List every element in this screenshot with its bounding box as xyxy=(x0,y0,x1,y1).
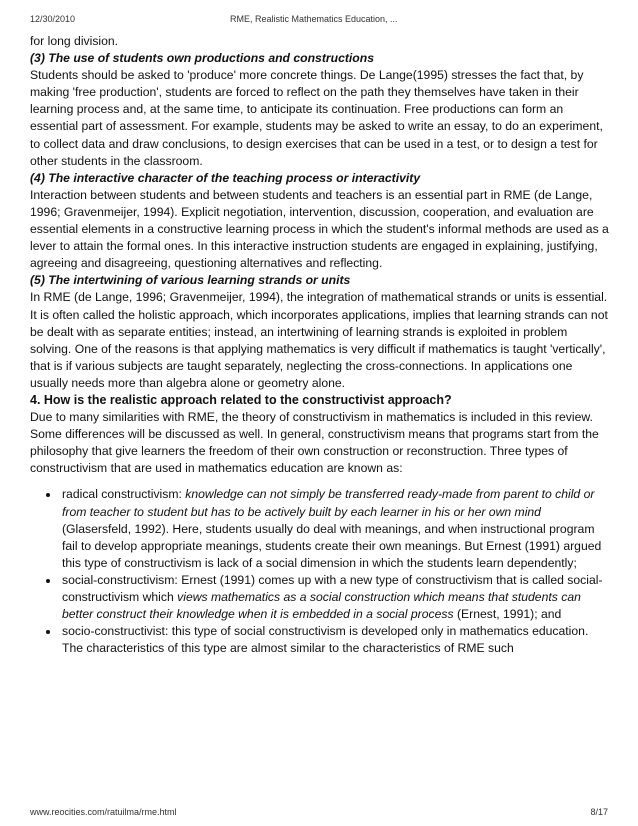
intro-fragment: for long division. xyxy=(30,34,119,48)
page-footer xyxy=(30,807,608,817)
list-item-italic: views mathematics as a social construction which means that students can better construct their knowledge when it is embedded in a social process xyxy=(62,590,581,622)
list-item-radical xyxy=(60,486,610,571)
document-title: RME, Realistic Mathematics Education, ... xyxy=(230,14,398,24)
section-4-body: Interaction between students and between students and teachers is an essential part in RME (de Lange, 1996; Gravenmeijer, 1994). Explicit negotiation, intervention, discussion, cooperation, and evaluation are essential elements in a constructive learning process in which the student's informal methods are used as a lever to attain the formal ones. In this interactive instruction students are engaged in explaining, justifying, agreeing and disagreeing, questioning alternatives and reflecting. xyxy=(30,187,609,271)
list-item-lead: social-constructivism: Ernest (1991) comes up with a new type of constructivism that is called social-constructivism which xyxy=(62,572,603,604)
question-4-body: Due to many similarities with RME, the theory of constructivism in mathematics is included in this review. Some differences will be discussed as well. In general, constructivism means that programs start from the philosophy that give learners the freedom of their own construction or reconstruction. Three types of constructivism that are used in mathematics education are known as: xyxy=(30,410,599,476)
section-3-heading: (3) The use of students own productions and constructions xyxy=(30,51,374,66)
list-item-tail: (Glasersfeld, 1992). Here, students usually do deal with meanings, and when instructional program fail to develop appropriate meanings, students create their own meanings. But Ernest (1991) argued this type of constructivism is lack of a social dimension in which the students learn dependently; xyxy=(62,521,602,570)
list-item-socio xyxy=(60,623,610,657)
page-number: 8/17 xyxy=(590,807,608,817)
question-4-heading: 4. How is the realistic approach related to the constructivist approach? xyxy=(30,392,452,407)
source-url[interactable]: www.reocities.com/ratuilma/rme.html xyxy=(30,807,177,817)
page-header xyxy=(30,14,608,24)
list-item-lead: radical constructivism: xyxy=(62,487,186,502)
print-date: 12/30/2010 xyxy=(30,14,76,24)
section-4-heading: (4) The interactive character of the teaching process or interactivity xyxy=(30,170,421,185)
section-5-heading: (5) The intertwining of various learning strands or units xyxy=(30,273,351,288)
list-item-tail: (Ernest, 1991); and xyxy=(453,607,562,622)
document-body xyxy=(30,33,610,657)
list-item-italic: knowledge can not simply be transferred ready-made from parent to child or from teacher to student but has to be actively built by each learner in his or her own mind xyxy=(62,487,595,519)
section-5-body: In RME (de Lange, 1996; Gravenmeijer, 1994), the integration of mathematical strands or units is essential. It is often called the holistic approach, which incorporates applications, implies that learning strands can not be dealt with as separate entities; instead, an intertwining of learning strands is exploited in problem solving. One of the reasons is that applying mathematics is very difficult if mathematics is taught 'vertically', that is if various subjects are taught separately, neglecting the cross-connections. In applications one usually needs more than algebra alone or geometry alone. xyxy=(30,290,608,390)
list-item-lead: socio-constructivist: this type of social constructivism is developed only in mathematics education. The characteristics of this type are almost similar to the characteristics of RME such xyxy=(62,624,589,656)
constructivism-types-list xyxy=(30,486,610,657)
section-3-body: Students should be asked to 'produce' more concrete things. De Lange(1995) stresses the fact that, by making 'free production', students are forced to reflect on the path they themselves have taken in their learning process and, at the same time, to anticipate its continuation. Free productions can form an essential part of assessment. For example, students may be asked to write an essay, to do an experiment, to collect data and draw conclusions, to design exercises that can be used in a test, or to design a test for other students in the classroom. xyxy=(30,68,603,168)
list-item-social xyxy=(60,572,610,623)
